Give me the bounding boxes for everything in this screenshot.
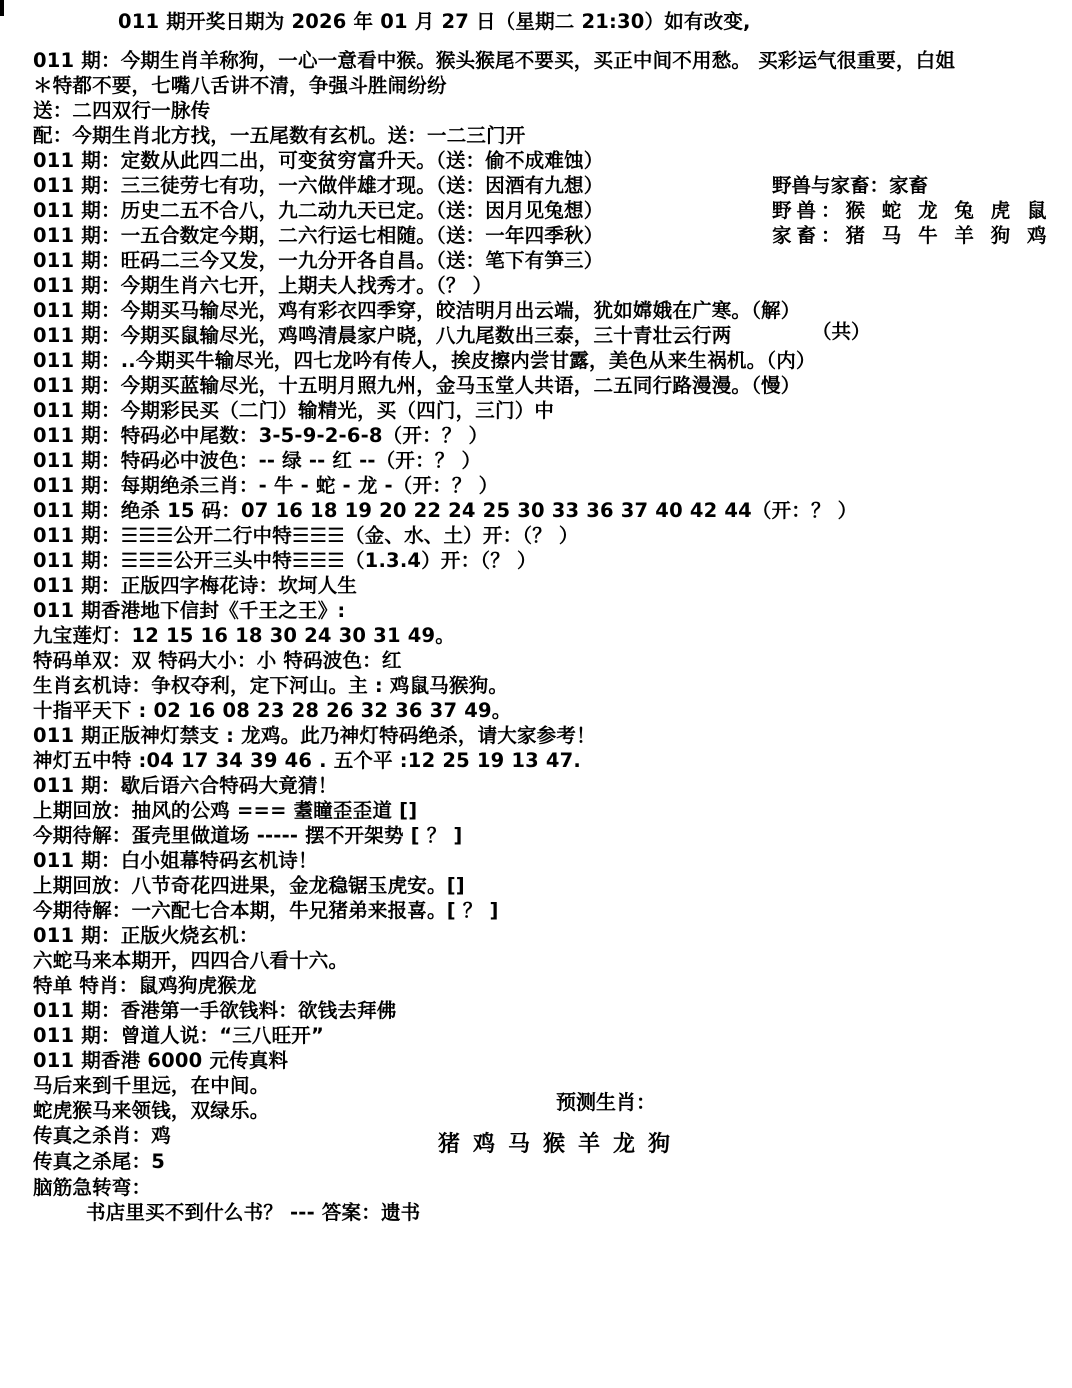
text-line: 011 期：..今期买牛输尽光，四七龙吟有传人，挨皮擦内尝甘露，美色从来生祸机。（内）	[33, 349, 816, 372]
text-line: 特单 特肖：鼠鸡狗虎猴龙	[33, 974, 257, 997]
side-note-gong: （共）	[812, 320, 871, 343]
zodiac-group-wild: 野兽：猴 蛇 龙 兔 虎 鼠	[772, 199, 1052, 222]
text-line: 011 期：今期买蓝输尽光，十五明月照九州，金马玉堂人共语，二五同行路漫漫。（慢）	[33, 374, 801, 397]
text-line: 六蛇马来本期开，四四合八看十六。	[33, 949, 349, 972]
text-line: 011 期香港 6000 元传真料	[33, 1049, 289, 1072]
text-line: 011 期：历史二五不合八，九二动九天已定。（送：因月见兔想）	[33, 199, 604, 222]
text-line: 011 期：绝杀 15 码：07 16 18 19 20 22 24 25 30 33 36 37 40 42 44（开：？ ）	[33, 499, 858, 522]
text-line: 011 期香港地下信封《千王之王》:	[33, 599, 346, 622]
text-line: 011 期：正版四字梅花诗：坎坷人生	[33, 574, 358, 597]
text-line: 011 期：定数从此四二出，可变贫穷富升天。（送：偷不成难蚀）	[33, 149, 604, 172]
text-line: 011 期：今期彩民买（二门）输精光，买（四门，三门）中	[33, 399, 555, 422]
text-line: 神灯五中特 :04 17 34 39 46 . 五个平 :12 25 19 13 47.	[33, 749, 582, 772]
text-line: ＊特都不要，七嘴八舌讲不清，争强斗胜闹纷纷	[33, 74, 447, 97]
text-line: 011 期：香港第一手欲钱料：欲钱去拜佛	[33, 999, 397, 1022]
text-line: 上期回放：八节奇花四进果，金龙稳锯玉虎安。[]	[33, 874, 465, 897]
text-line: 011 期：每期绝杀三肖：- 牛 - 蛇 - 龙 -（开：？ ）	[33, 474, 499, 497]
text-line: 011 期：今期买鼠输尽光，鸡鸣清晨家户晓，八九尾数出三泰，三十青壮云行两	[33, 324, 732, 347]
text-line: 011 期：今期生肖羊称狗，一心一意看中猴。猴头猴尾不要买，买正中间不用愁。 买彩运气很重要，白姐	[33, 49, 956, 72]
text-line: 011 期：特码必中尾数：3-5-9-2-6-8（开：？ ）	[33, 424, 489, 447]
prediction-title: 预测生肖：	[556, 1090, 656, 1114]
text-line: 011 期：曾道人说：“三八旺开”	[33, 1024, 325, 1047]
text-line: 011 期：☰☰☰公开三头中特☰☰☰（1.3.4）开：（？ ）	[33, 549, 537, 572]
text-line: 传真之杀肖：鸡	[33, 1124, 171, 1147]
text-line: 011 期：歇后语六合特码大竟猜！	[33, 774, 338, 797]
text-line: 脑筋急转弯：	[33, 1176, 152, 1199]
text-line: 011 期：正版火烧玄机：	[33, 924, 259, 947]
text-line: 011 期正版神灯禁支 : 龙鸡。此乃神灯特码绝杀，请大家参考！	[33, 724, 596, 747]
text-line: 011 期：白小姐幕特码玄机诗！	[33, 849, 318, 872]
text-line: 十指平天下 : 02 16 08 23 28 26 32 36 37 49。	[33, 699, 512, 722]
text-line: 011 期：特码必中波色：-- 绿 -- 红 --（开：？ ）	[33, 449, 482, 472]
text-line: 马后来到千里远，在中间。	[33, 1074, 270, 1097]
text-line: 今期待解：蛋壳里做道场 ----- 摆不开架势 [ ？ ]	[33, 824, 463, 847]
text-line: 九宝莲灯：12 15 16 18 30 24 30 31 49。	[33, 624, 455, 647]
corner-mark	[0, 0, 4, 16]
text-line: 011 期：今期买马输尽光，鸡有彩衣四季穿，皎洁明月出云端，犹如嫦娥在广寒。（解）	[33, 299, 801, 322]
text-line: 传真之杀尾：5	[33, 1150, 165, 1173]
text-line: 特码单双：双 特码大小：小 特码波色：红	[33, 649, 402, 672]
text-line: 送：二四双行一脉传	[33, 99, 211, 122]
text-line: 011 期：三三徒劳七有功，一六做伴雄才现。（送：因酒有九想）	[33, 174, 604, 197]
text-line: 配：今期生肖北方找，一五尾数有玄机。送：一二三门开	[33, 124, 526, 147]
text-line: 011 期：今期生肖六七开，上期夫人找秀才。（？ ）	[33, 274, 493, 297]
text-line: 011 期：☰☰☰公开二行中特☰☰☰（金、水、土）开：（？ ）	[33, 524, 579, 547]
header-date-line: 011 期开奖日期为 2026 年 01 月 27 日（星期二 21:30）如有改变,	[118, 10, 751, 33]
text-line: 今期待解：一六配七合本期，牛兄猪弟来报喜。[ ？ ]	[33, 899, 499, 922]
text-line: 上期回放：抽风的公鸡 === 耋瞳歪歪道 []	[33, 799, 418, 822]
zodiac-group-title: 野兽与家畜：家畜	[772, 174, 929, 197]
riddle-line: 书店里买不到什么书？ --- 答案：遗书	[86, 1201, 421, 1224]
text-line: 011 期：旺码二三今又发，一九分开各自昌。（送：笔下有笋三）	[33, 249, 604, 272]
prediction-zodiacs: 猪鸡马猴羊龙狗	[438, 1132, 684, 1157]
text-line: 蛇虎猴马来领钱，双绿乐。	[33, 1099, 270, 1122]
zodiac-group-domestic: 家畜：猪 马 牛 羊 狗 鸡	[772, 224, 1052, 247]
text-line: 生肖玄机诗：争权夺利，定下河山。主 : 鸡鼠马猴狗。	[33, 674, 509, 697]
text-line: 011 期：一五合数定今期，二六行运七相随。（送：一年四季秋）	[33, 224, 604, 247]
